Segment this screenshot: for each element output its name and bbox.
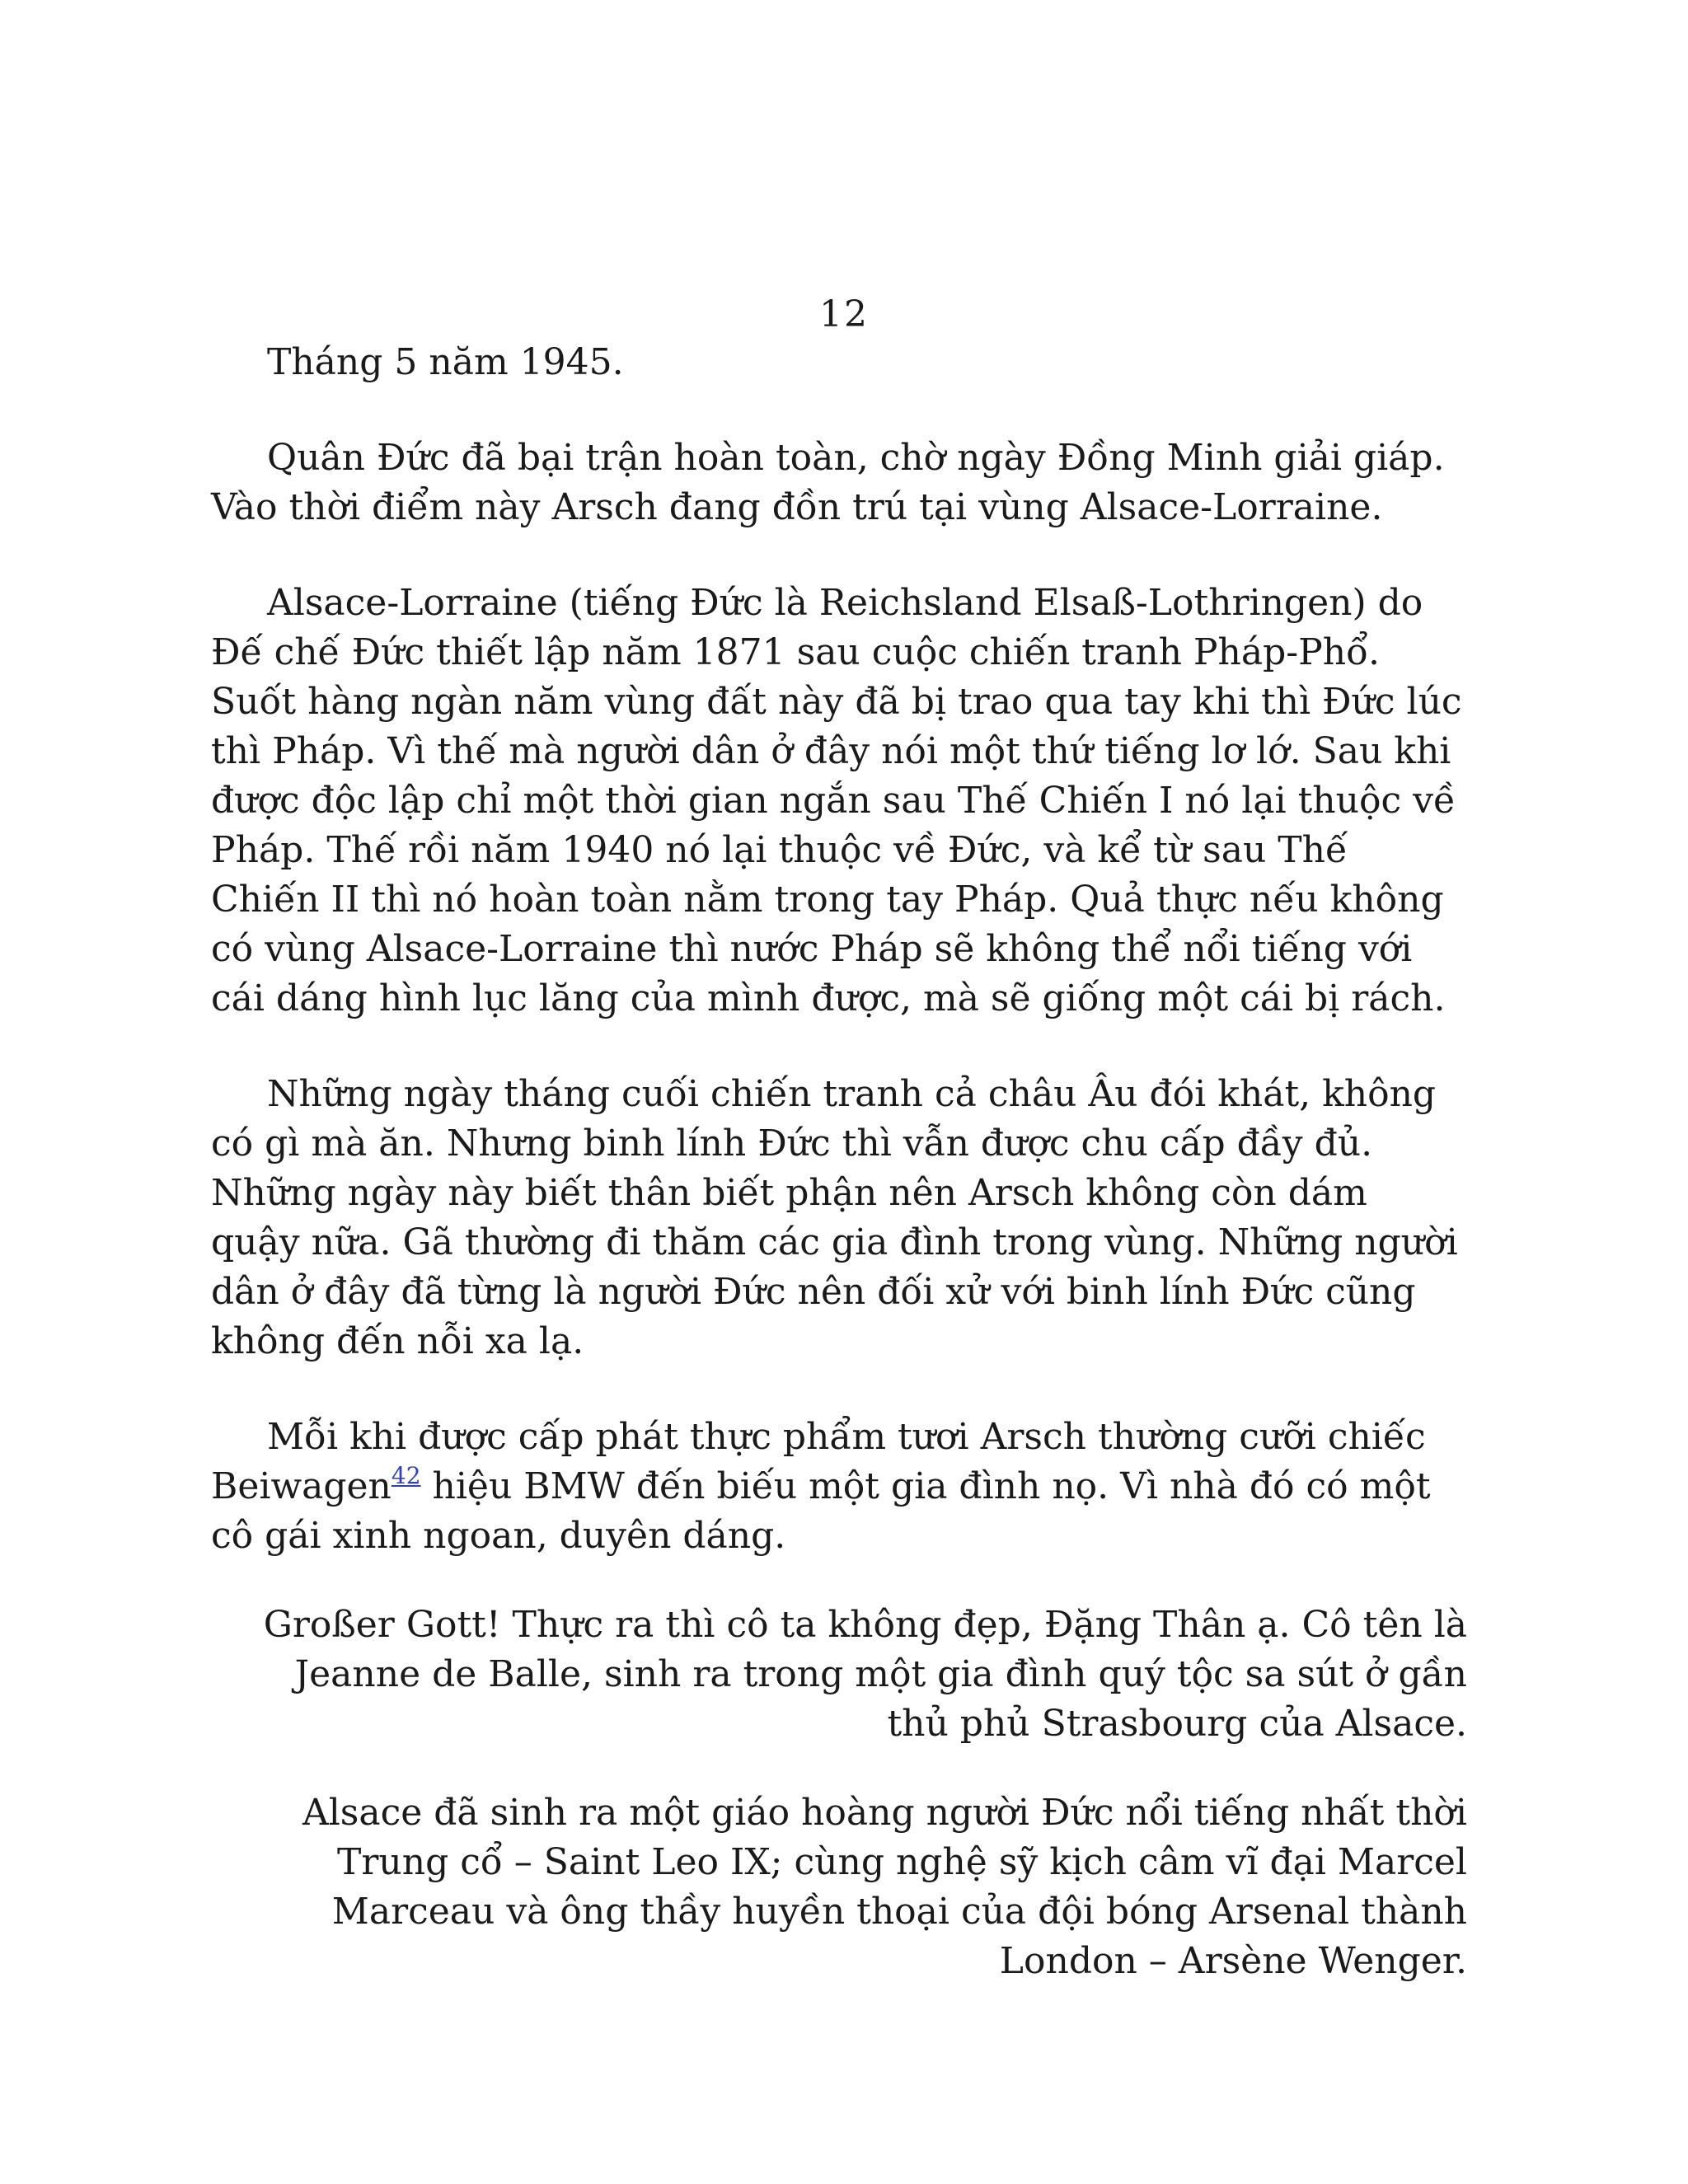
paragraph-beiwagen bbox=[211, 1413, 1467, 1561]
paragraph-surrender: Quân Đức đã bại trận hoàn toàn, chờ ngày Đồng Minh giải giáp. Vào thời điểm này Arsch đang đồn trú tại vùng Alsace-Lorraine. bbox=[211, 437, 1445, 528]
paragraph-beiwagen-end: hiệu BMW đến biếu một gia đình nọ. Vì nhà đó có một cô gái xinh ngoan, duyên dáng. bbox=[211, 1465, 1431, 1557]
footnote-link[interactable]: 42 bbox=[391, 1462, 421, 1489]
page-number: 12 bbox=[819, 293, 869, 335]
page-body bbox=[211, 338, 1467, 2026]
paragraph-date: Tháng 5 năm 1945. bbox=[267, 341, 624, 383]
paragraph-beiwagen-start: Mỗi khi được cấp phát thực phẩm tươi Arsch thường cưỡi chiếc Beiwagen bbox=[211, 1416, 1426, 1507]
quote-jeanne: Großer Gott! Thực ra thì cô ta không đẹp, Đặng Thân ạ. Cô tên là Jeanne de Balle, sinh ra trong một gia đình quý tộc sa sút ở gần thủ phủ Strasbourg của Alsace. bbox=[263, 1604, 1467, 1745]
paragraph-war-end: Những ngày tháng cuối chiến tranh cả châu Âu đói khát, không có gì mà ăn. Nhưng binh lính Đức thì vẫn được chu cấp đầy đủ. Những ngày này biết thân biết phận nên Arsch không còn dám quậy nữa. Gã thường đi thăm các gia đình trong vùng. Những người dân ở đây đã từng là người Đức nên đối xử với binh lính Đức cũng không đến nỗi xa lạ. bbox=[211, 1073, 1458, 1362]
paragraph-alsace-history: Alsace-Lorraine (tiếng Đức là Reichsland Elsaß-Lothringen) do Đế chế Đức thiết lập năm 1871 sau cuộc chiến tranh Pháp-Phổ. Suốt hàng ngàn năm vùng đất này đã bị trao qua tay khi thì Đức lúc thì Pháp. Vì thế mà người dân ở đây nói một thứ tiếng lơ lớ. Sau khi được độc lập chỉ một thời gian ngắn sau Thế Chiến I nó lại thuộc về Pháp. Thế rồi năm 1940 nó lại thuộc về Đức, và kể từ sau Thế Chiến II thì nó hoàn toàn nằm trong tay Pháp. Quả thực nếu không có vùng Alsace-Lorraine thì nước Pháp sẽ không thể nổi tiếng với cái dáng hình lục lăng của mình được, mà sẽ giống một cái bị rách. bbox=[211, 582, 1462, 1019]
quote-alsace-figures: Alsace đã sinh ra một giáo hoàng người Đức nổi tiếng nhất thời Trung cổ – Saint Leo IX; cùng nghệ sỹ kịch câm vĩ đại Marcel Marceau và ông thầy huyền thoại của đội bóng Arsenal thành London – Arsène Wenger. bbox=[302, 1792, 1467, 1982]
